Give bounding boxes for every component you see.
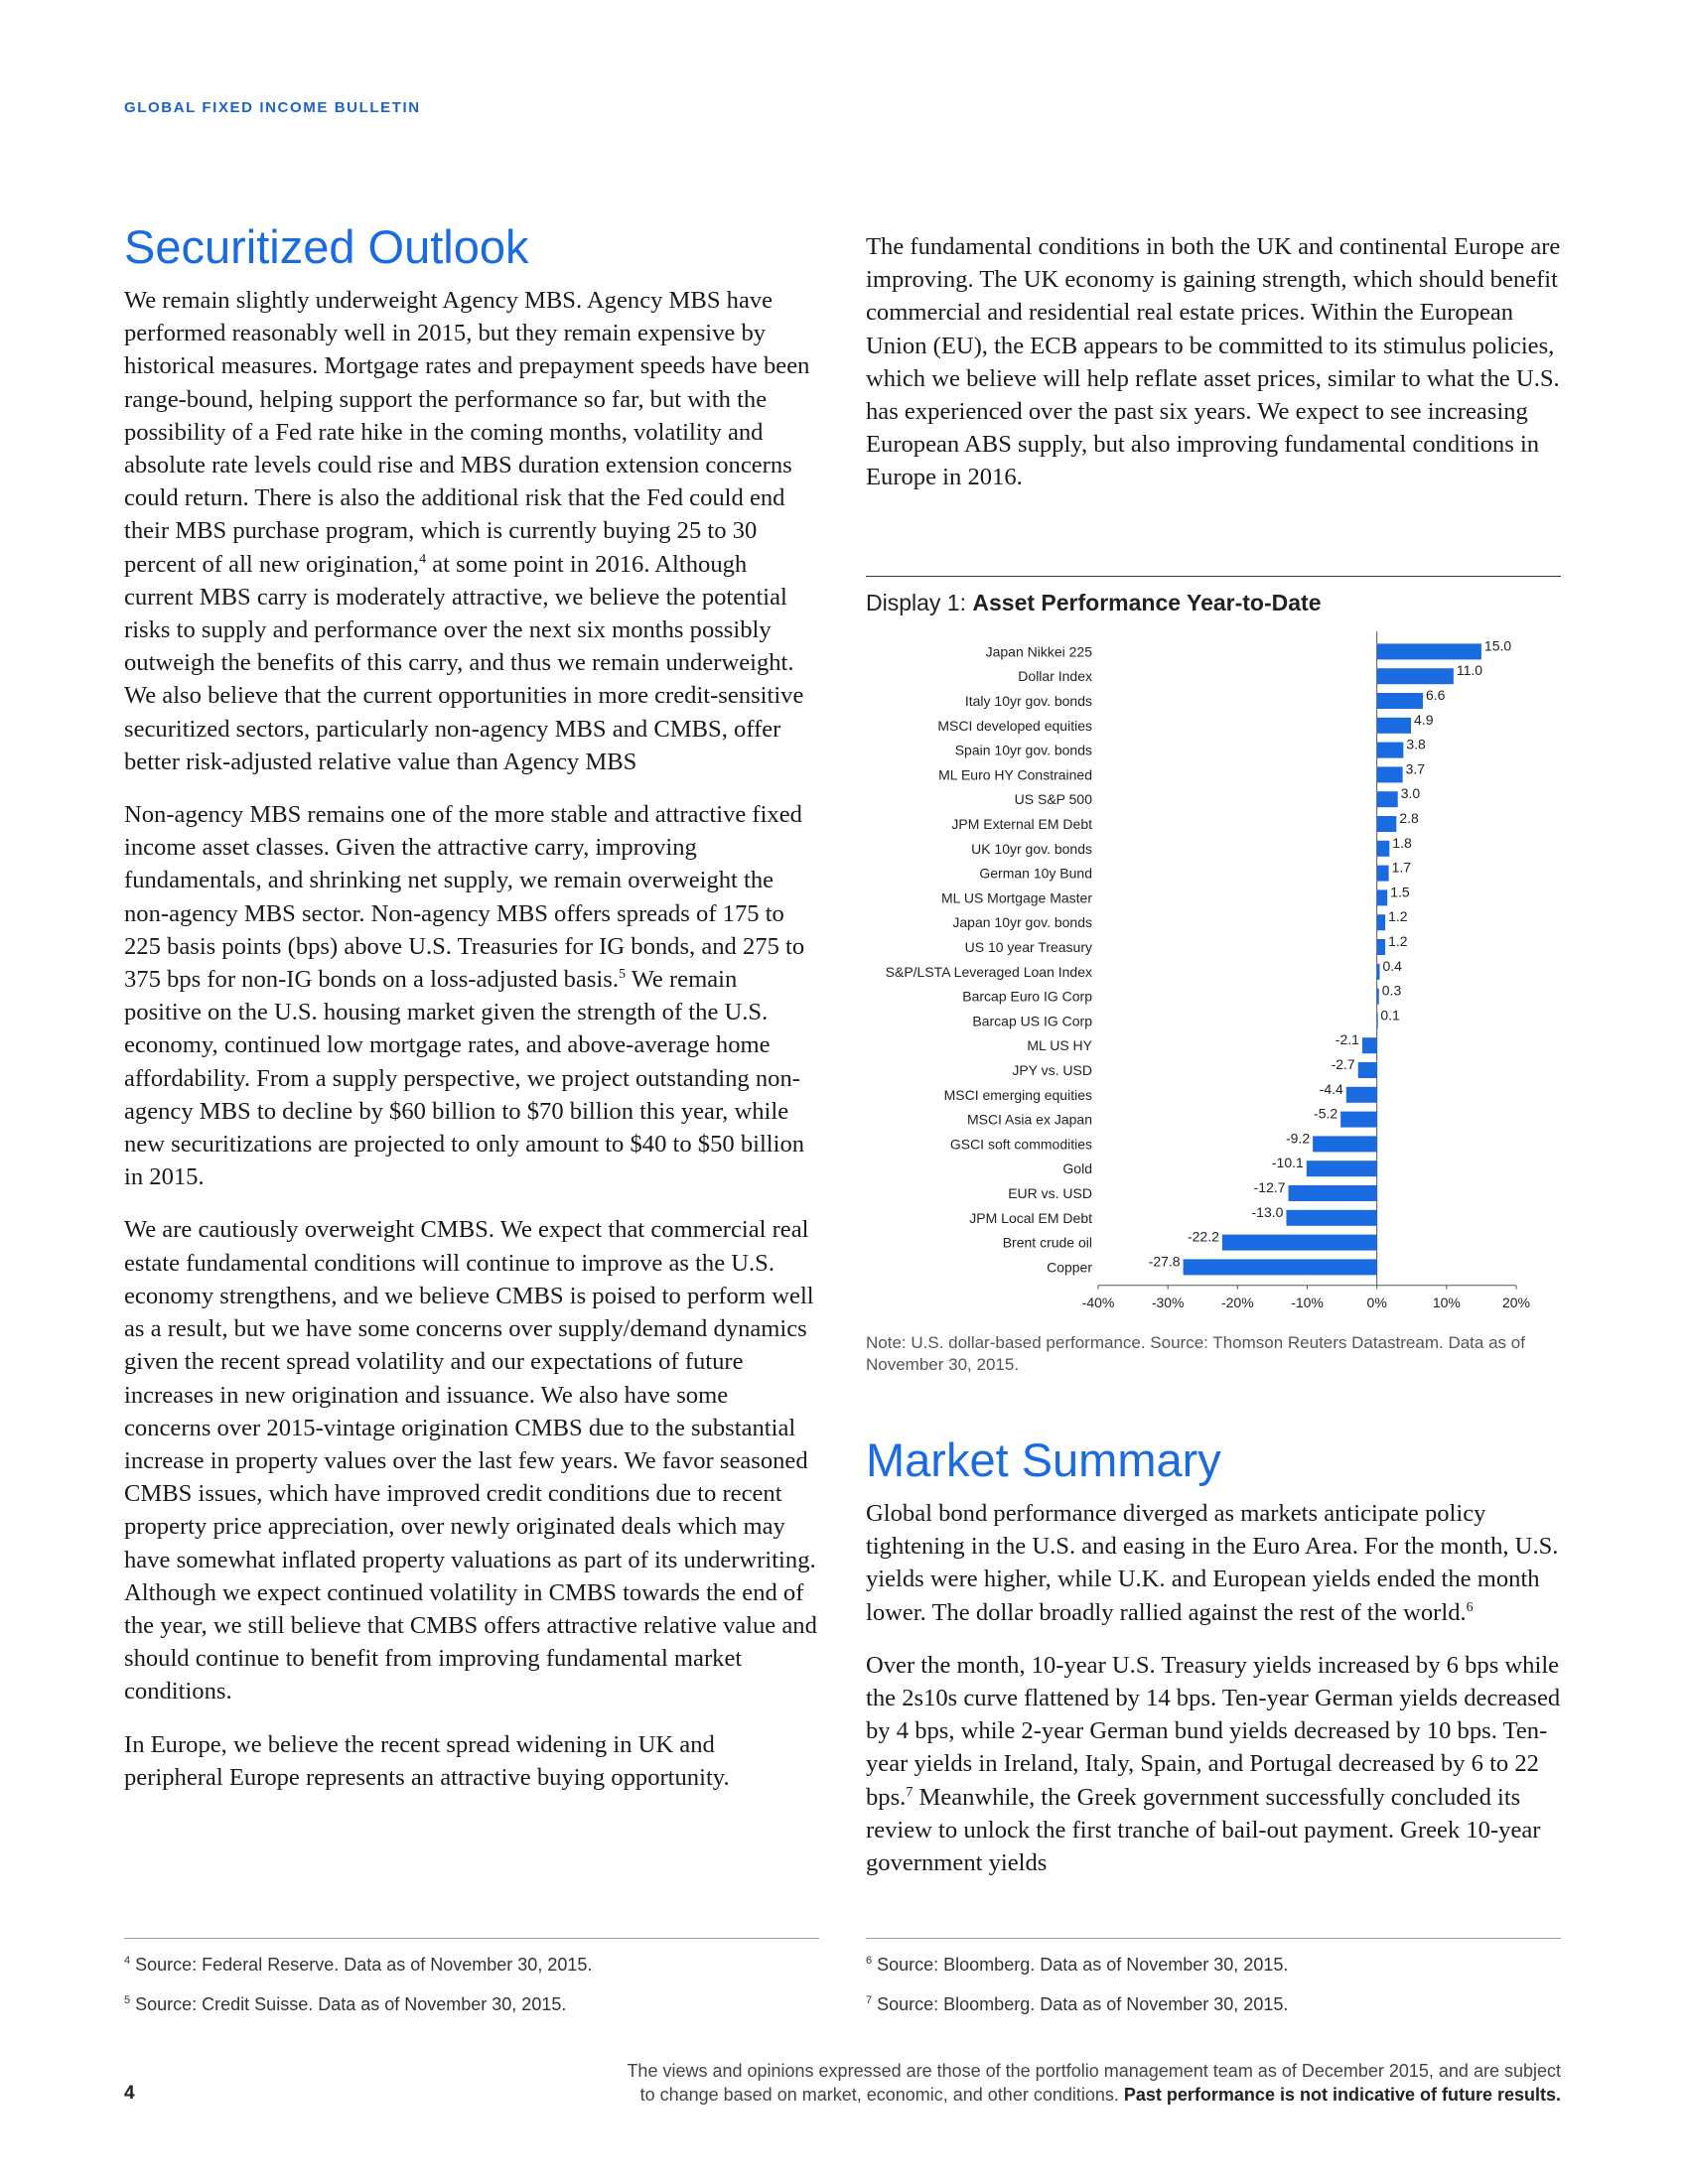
paragraph-uk-europe: The fundamental conditions in both the UK and continental Europe are improving. The UK economy is gaining strength, which should benefit commercial and residential real estate prices. Within the European Union (EU), the ECB appears to be committed to its stimulus policies, which we believe will help reflate asset prices, similar to what the U.S. has experienced over the past six years. We expect to see increasing European ABS supply, but also improving fundamental conditions in Europe in 2016. [866,233,1561,491]
category-label: Dollar Index [1018,668,1092,685]
bar [1377,693,1423,709]
footnote-ref-4: 4 [419,551,427,567]
data-label: 6.6 [1425,687,1446,703]
bar [1377,643,1481,659]
data-label: 11.0 [1456,662,1483,679]
data-label: -2.7 [1331,1056,1355,1072]
bar [1377,914,1385,930]
bar [1377,989,1379,1005]
data-label: -10.1 [1271,1155,1304,1171]
bar [1286,1210,1376,1226]
asset-performance-chart [866,625,1571,1320]
bar [1377,816,1397,832]
data-label: -13.0 [1251,1203,1284,1220]
data-label: 3.8 [1406,736,1426,752]
x-tick-label: 10% [1432,1294,1461,1310]
section-title-securitized: Securitized Outlook [124,220,529,273]
data-label: -22.2 [1187,1228,1219,1245]
footnote-divider-right [866,1938,1561,1939]
bar [1289,1185,1377,1201]
bar [1377,1013,1378,1028]
bar [1358,1062,1377,1078]
data-label: 0.3 [1381,982,1402,999]
x-tick-label: -10% [1291,1294,1324,1310]
data-label: 1.5 [1390,884,1410,900]
x-tick-label: -30% [1151,1294,1185,1310]
left-column [124,220,819,1814]
bar [1377,939,1385,955]
footnote-4: $^4$ Source: Federal Reserve. Data as of November 30, 2015. [124,1955,593,1975]
paragraph-bond-performance: Global bond performance diverged as markets anticipate policy tightening in the U.S. and easing in the Euro Area. For the month, U.S. yields were higher, while U.K. and European yields ended the month lower. The dollar broadly rallied against the rest of the world.$^6$ [866,1500,1559,1626]
market-summary-section [866,1433,1571,1899]
footnote-6: $^6$ Source: Bloomberg. Data as of November 30, 2015. [866,1955,1289,1975]
x-tick-label: -20% [1220,1294,1254,1310]
bar [1313,1136,1377,1152]
data-label: 0.4 [1382,957,1402,974]
paragraph-agency-mbs: We remain slightly underweight Agency MBS. Agency MBS have performed reasonably well in 2015, but they remain expensive by historical measures. Mortgage rates and prepayment speeds have been range-bound, helping support the performance so far, but with the possibility of a Fed rate hike in the coming months, volatility and absolute rate levels could rise and MBS duration extension concerns could return. There is also the additional risk that the Fed could end their MBS purchase program, which is currently buying 25 to 30 percent of all new origination,$^4$ at some point in 2016. Although current MBS carry is moderately attractive, we believe the potential risks to supply and performance over the next six months possibly outweigh the benefits of this carry, and thus we remain underweight. We also believe that the current opportunities in more credit-sensitive securitized sectors, particularly non-agency MBS and CMBS, offer better risk-adjusted relative value than Agency MBS [124,287,810,775]
bar [1377,718,1411,734]
footnote-divider-left [124,1938,819,1939]
category-label: ML US HY [1027,1037,1092,1054]
data-label: 1.2 [1388,908,1408,925]
data-label: -27.8 [1148,1253,1181,1270]
data-label: 15.0 [1483,637,1512,654]
category-label: UK 10yr gov. bonds [971,840,1092,857]
bar [1307,1160,1377,1176]
display-divider [866,576,1561,577]
category-label: JPY vs. USD [1012,1062,1092,1078]
x-tick-label: 0% [1366,1294,1387,1310]
category-label: German 10y Bund [979,865,1092,882]
bar [1377,791,1398,807]
category-label: MSCI Asia ex Japan [966,1111,1092,1128]
section-title-market-summary: Market Summary [866,1433,1221,1486]
right-column [866,230,1571,514]
category-label: MSCI developed equities [937,717,1092,734]
footnote-ref-7: 7 [906,1784,914,1800]
category-label: ML Euro HY Constrained [938,766,1092,783]
bar [1377,841,1390,857]
bar [1377,743,1404,758]
data-label: -9.2 [1285,1130,1311,1147]
data-label: -4.4 [1319,1080,1343,1097]
category-label: EUR vs. USD [1008,1185,1092,1201]
bar [1377,668,1454,684]
disclaimer: The views and opinions expressed are those of the portfolio management team as of December 2015, and are subject to change based on market, economic, and other conditions. Past performance is not indicative of future results. [627,2061,1561,2105]
x-tick-label: -40% [1081,1294,1115,1310]
category-label: Japan Nikkei 225 [985,643,1092,660]
footnote-7: $^7$ Source: Bloomberg. Data as of November 30, 2015. [866,1994,1289,2014]
category-label: US 10 year Treasury [964,939,1092,955]
category-label: S&P/LSTA Leveraged Loan Index [885,963,1092,980]
bar [1377,766,1403,782]
bar [1222,1235,1377,1251]
category-label: Spain 10yr gov. bonds [954,742,1092,758]
paragraph-non-agency-mbs: Non-agency MBS remains one of the more stable and attractive fixed income asset classes. Given the attractive carry, improving fundamentals, and shrinking net supply, we remain overweight the non-agency MBS sector. Non-agency MBS offers spreads of 175 to 225 basis points (bps) above U.S. Treasuries for IG bonds, and 275 to 375 bps for non-IG bonds on a loss-adjusted basis.$^5$ We remain positive on the U.S. housing market given the strength of the U.S. economy, continued low mortgage rates, and above-average home affordability. From a supply perspective, we project outstanding non-agency MBS to decline by $60 billion to $70 billion this year, while new securitizations are projected to only amount to $40 to $50 billion in 2015. [124,801,805,1191]
category-label: Japan 10yr gov. bonds [952,914,1092,931]
category-label: MSCI emerging equities [943,1086,1092,1103]
paragraph-europe: In Europe, we believe the recent spread widening in UK and peripheral Europe represents an attractive buying opportunity. [124,1730,730,1791]
data-label: 1.7 [1391,859,1412,876]
category-label: Brent crude oil [1002,1234,1092,1251]
disclaimer-emphasis: Past performance is not indicative of future results. [1123,2085,1561,2105]
bar [1377,889,1388,905]
data-label: 3.0 [1400,785,1421,802]
running-header: GLOBAL FIXED INCOME BULLETIN [124,99,421,116]
paragraph-cmbs: We are cautiously overweight CMBS. We expect that commercial real estate fundamental conditions will continue to improve as the U.S. economy strengthens, and we believe CMBS is poised to perform well as a result, but we have some concerns over supply/demand dynamics given the recent spread volatility and our expectations of future increases in new origination and issuance. We also have some concerns over 2015-vintage origination CMBS due to the substantial increase in property values over the last few years. We favor seasoned CMBS issues, which have improved credit conditions due to recent property price appreciation, over newly originated deals which may have somewhat inflated property valuations as part of its underwriting. Although we expect continued volatility in CMBS towards the end of the year, we still believe that CMBS offers attractive relative value and should continue to benefit from improving fundamental market conditions. [124,1216,817,1706]
bar [1377,866,1389,882]
category-label: ML US Mortgage Master [941,889,1092,906]
bar [1346,1087,1377,1103]
bar [1340,1112,1376,1128]
category-label: GSCI soft commodities [949,1136,1092,1153]
category-label: Copper [1047,1259,1092,1276]
data-label: -2.1 [1335,1031,1359,1048]
bar [1184,1259,1377,1275]
data-label: 1.8 [1392,834,1412,851]
category-label: JPM External EM Debt [951,816,1092,832]
data-label: 0.1 [1380,1007,1400,1024]
category-label: Barcap US IG Corp [972,1013,1092,1029]
category-label: US S&P 500 [1014,791,1092,808]
bar [1362,1037,1377,1053]
display-title: Display 1: Asset Performance Year-to-Date [866,590,1322,615]
category-label: Gold [1062,1160,1092,1177]
footnote-5: $^5$ Source: Credit Suisse. Data as of November 30, 2015. [124,1994,567,2014]
data-label: 3.7 [1405,760,1426,777]
bar [1377,964,1380,980]
category-label: Barcap Euro IG Corp [962,988,1092,1005]
page-number: 4 [124,2083,135,2104]
category-label: Italy 10yr gov. bonds [964,693,1092,709]
data-label: -5.2 [1314,1105,1338,1122]
footnote-ref-6: 6 [1466,1599,1474,1615]
category-label: JPM Local EM Debt [969,1209,1092,1226]
chart-note: Note: U.S. dollar-based performance. Source: Thomson Reuters Datastream. Data as of November 30, 2015. [866,1333,1525,1374]
data-label: 2.8 [1399,810,1419,826]
x-tick-label: 20% [1501,1294,1531,1310]
data-label: 4.9 [1414,711,1434,728]
footnote-ref-5: 5 [618,966,626,982]
data-label: -12.7 [1253,1179,1286,1195]
data-label: 1.2 [1388,933,1408,949]
paragraph-treasury-yields: Over the month, 10-year U.S. Treasury yields increased by 6 bps while the 2s10s curve flattened by 14 bps. Ten-year German yields decreased by 4 bps, while 2-year German bund yields decreased by 10 bps. Ten-year yields in Ireland, Italy, Spain, and Portugal decreased by 6 to 22 bps.$^7$ Meanwhile, the Greek government successfully concluded its review to unlock the first tranche of bail-out payment. Greek 10-year government yields [866,1651,1561,1877]
